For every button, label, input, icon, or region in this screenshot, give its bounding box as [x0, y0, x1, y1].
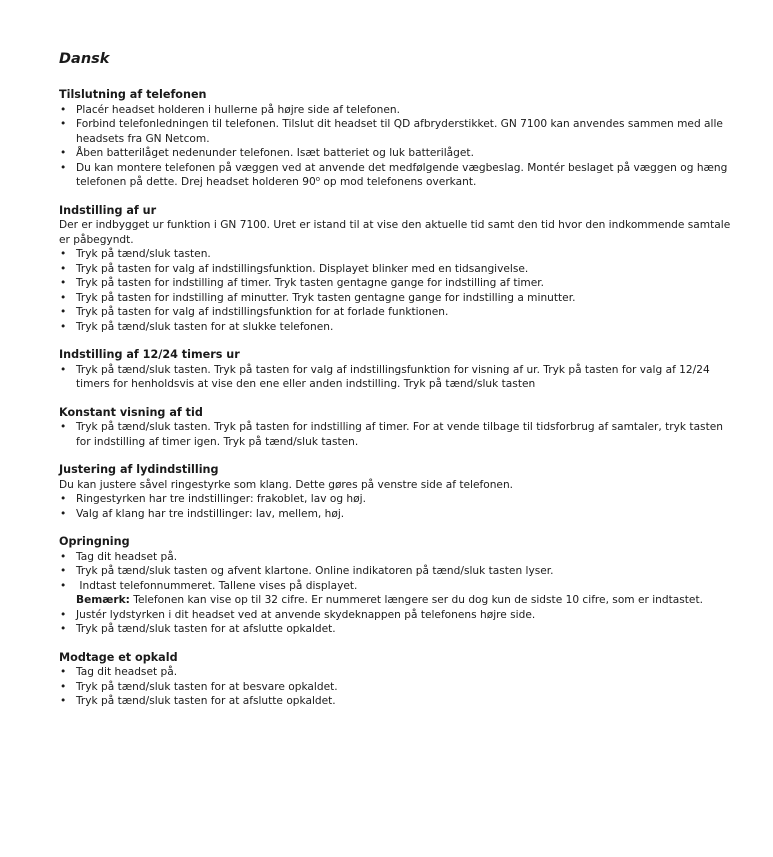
bullet-list: [59, 420, 731, 449]
bullet-list: [59, 247, 731, 334]
bullet-list: [59, 665, 731, 709]
note-text: Telefonen kan vise op til 32 cifre. Er nummeret længere ser du dog kun de sidste 10 cifre, som er indtastet.: [129, 594, 703, 606]
section-heading: Opringning: [59, 535, 130, 548]
section-indstilling-ur: [59, 204, 731, 335]
section-intro: Du kan justere såvel ringestyrke som klang. Dette gøres på venstre side af telefonen.: [59, 478, 514, 491]
section-heading: Tilslutning af telefonen: [59, 88, 207, 101]
list-item: • Tryk på tasten for valg af indstillingsfunktion. Displayet blinker med en tidsangivelse.: [59, 262, 731, 277]
list-item: • Tryk på tænd/sluk tasten. Tryk på tasten for valg af indstillingsfunktion for visning af ur. Tryk på tasten for valg af 12/24 timers for henholdsvis at vise den ene eller anden indstilling. Tryk på tænd/sluk tasten: [59, 363, 731, 392]
bullet-list: [59, 550, 731, 637]
bullet-list: [59, 492, 731, 521]
section-heading: Konstant visning af tid: [59, 405, 203, 419]
list-item: • Tryk på tasten for indstilling af minutter. Tryk tasten gentagne gange for indstilling a minutter.: [59, 291, 731, 306]
list-item: • Tryk på tænd/sluk tasten. Tryk på tasten for indstilling af timer. For at vende tilbage til tidsforbrug af samtaler, tryk tasten for indstilling af timer igen. Tryk på tænd/sluk tasten.: [59, 420, 731, 449]
list-item: • Tryk på tænd/sluk tasten for at besvare opkaldet.: [59, 680, 731, 695]
list-item: • Placér headset holderen i hullerne på højre side af telefonen.: [59, 103, 731, 118]
list-item: • Tryk på tænd/sluk tasten for at slukke telefonen.: [59, 320, 731, 335]
list-item-text: hæng telefonen på dette. Drej headset holderen 90: [76, 161, 728, 188]
list-item: • Tryk på tænd/sluk tasten for at afslutte opkaldet.: [59, 694, 731, 709]
degree-symbol: o: [315, 175, 321, 183]
bullet-list: [59, 363, 731, 392]
list-item: [59, 161, 731, 190]
note-label: Bemærk:: [76, 594, 130, 606]
list-item: • Tryk på tænd/sluk tasten.: [59, 247, 731, 262]
list-item: • Justér lydstyrken i dit headset ved at anvende skydeknappen på telefonens højre side.: [59, 608, 731, 623]
list-item: • Tryk på tasten for valg af indstillingsfunktion for at forlade funktionen.: [59, 305, 731, 320]
list-item: • Tryk på tasten for indstilling af timer. Tryk tasten gentagne gange for indstilling af timer.: [59, 276, 731, 291]
section-heading: Justering af lydindstilling: [59, 463, 219, 476]
list-item: • Valg af klang har tre indstillinger: lav, mellem, høj.: [59, 507, 731, 522]
list-item-text: Du kan montere telefonen på væggen ved at anvende det medfølgende vægbeslag. Montér beslaget på væggen og: [76, 161, 694, 174]
section-modtage-opkald: [59, 651, 731, 709]
section-intro: Der er indbygget ur funktion i GN 7100. Uret er istand til at vise den aktuelle tid samt den tid hvor den indkommende samtale er påbegyndt.: [59, 219, 731, 246]
page-title: Dansk: [59, 51, 110, 67]
document-page: [59, 50, 731, 709]
section-heading: Indstilling af 12/24 timers ur: [59, 348, 240, 361]
list-item: • Tryk på tænd/sluk tasten for at afslutte opkaldet.: [59, 622, 731, 637]
section-heading: Modtage et opkald: [59, 650, 178, 664]
list-item: • Forbind telefonledningen til telefonen. Tilslut dit headset til QD afbryderstikket. GN 7100 kan anvendes sammen med alle headsets fra GN Netcom.: [59, 117, 731, 146]
section-heading: Indstilling af ur: [59, 203, 157, 217]
section-konstant-visning: [59, 406, 731, 450]
list-item: • Tryk på tænd/sluk tasten og afvent klartone. Online indikatoren på tænd/sluk tasten lyser.: [59, 564, 731, 579]
list-item: • Ringestyrken har tre indstillinger: frakoblet, lav og høj.: [59, 492, 731, 507]
note-item: [59, 593, 731, 608]
section-12-24-timers: [59, 348, 731, 392]
list-item: • Indtast telefonnummeret. Tallene vises på displayet.: [59, 579, 731, 594]
list-item: • Tag dit headset på.: [59, 665, 731, 680]
bullet-list: [59, 103, 731, 190]
section-tilslutning: [59, 88, 731, 190]
section-opringning: [59, 535, 731, 637]
list-item: • Tag dit headset på.: [59, 550, 731, 565]
list-item: • Åben batterilåget nedenunder telefonen. Isæt batteriet og luk batterilåget.: [59, 146, 731, 161]
section-lydindstilling: [59, 463, 731, 521]
list-item-text: op mod telefonens overkant.: [320, 176, 477, 188]
